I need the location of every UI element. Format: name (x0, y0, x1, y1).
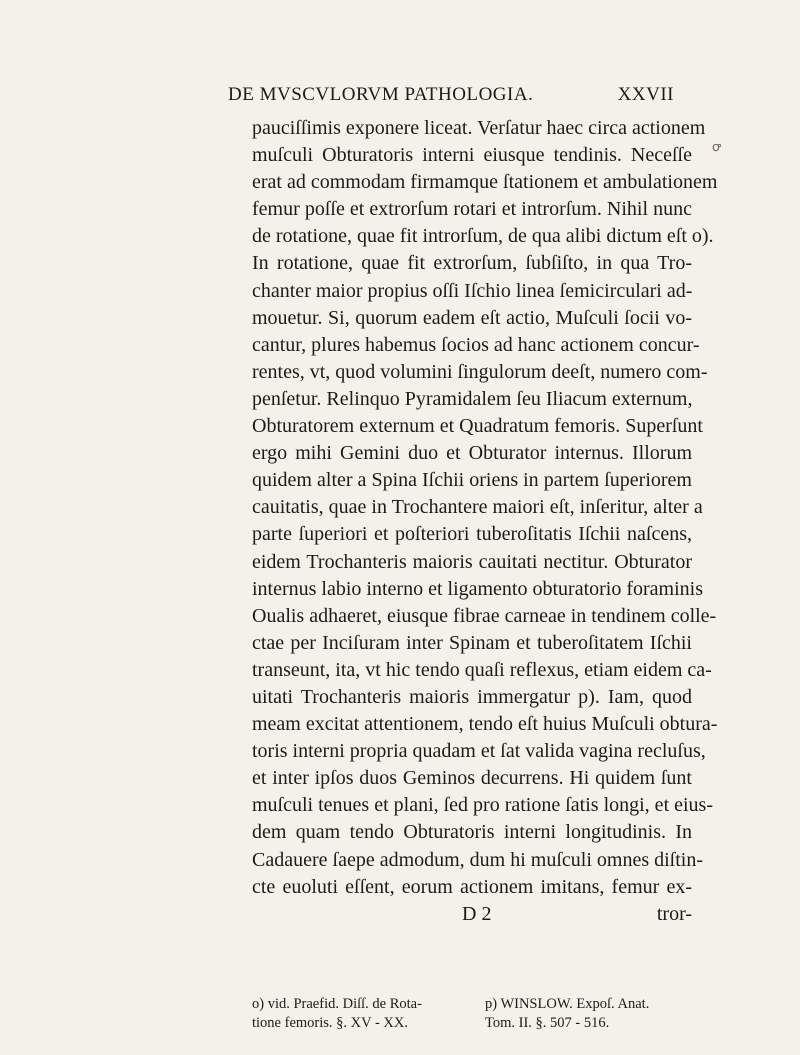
running-header (228, 84, 674, 114)
text-line: mouetur. Si, quorum eadem eſt actio, Muſculi ſocii vo- (252, 306, 692, 329)
text-line: eidem Trochanteris maioris cauitati nectitur. Obturator (252, 550, 692, 573)
text-line: meam excitat attentionem, tendo eſt huius Muſculi obtura- (252, 713, 718, 736)
text-line: transeunt, ita, vt hic tendo quaſi reflexus, etiam eidem ca- (252, 658, 712, 681)
running-title: DE MVSCVLORVM PATHOLOGIA. (228, 84, 534, 105)
text-line: cte euoluti eſſent, eorum actionem imitans, femur ex- (252, 875, 692, 898)
text-line: erat ad commodam firmamque ſtationem et ambulationem (252, 171, 718, 194)
text-line: chanter maior propius oſſi Iſchio linea ſemicirculari ad- (252, 279, 693, 302)
text-line: dem quam tendo Obturatoris interni longitudinis. In (252, 821, 692, 844)
text-line: Cadauere ſaepe admodum, dum hi muſculi omnes diſtin- (252, 848, 704, 871)
footnote-row (252, 1014, 692, 1033)
footnote-p-line2: Tom. II. §. 507 - 516. (485, 1015, 610, 1031)
text-line: et inter ipſos duos Geminos decurrens. Hi quidem ſunt (252, 767, 692, 790)
footnotes (252, 995, 692, 1033)
text-line: Obturatorem externum et Quadratum femoris. Superſunt (252, 415, 703, 438)
text-line: In rotatione, quae fit extrorſum, ſubſiſto, in qua Tro- (252, 252, 692, 275)
text-line: internus labio interno et ligamento obturatorio foraminis (252, 577, 704, 600)
text-line: penſetur. Relinquo Pyramidalem ſeu Iliacum externum, (252, 387, 693, 410)
text-line: pauciſſimis exponere liceat. Verſatur haec circa actionem (252, 117, 706, 139)
margin-mark: ꝍ (712, 139, 721, 154)
text-line: quidem alter a Spina Iſchii oriens in partem ſuperiorem (252, 469, 692, 492)
text-line: toris interni propria quadam et ſat valida vagina recluſus, (252, 740, 706, 763)
signature-line (252, 901, 692, 928)
catchword: tror- (656, 902, 692, 925)
signature-mark: D 2 (462, 902, 492, 925)
text-line: muſculi Obturatoris interni eiusque tendinis. Neceſſe (252, 144, 692, 167)
text-line: cauitatis, quae in Trochantere maiori eſt, inſeritur, alter a (252, 496, 703, 519)
footnote-o-line2: tione femoris. §. XV - XX. (252, 1015, 408, 1031)
text-line: cantur, plures habemus ſocios ad hanc actionem concur- (252, 333, 700, 356)
text-line: uitati Trochanteris maioris immergatur p). Iam, quod (252, 685, 692, 708)
text-line: Oualis adhaeret, eiusque fibrae carneae in tendinem colle- (252, 604, 717, 627)
footnote-row (252, 995, 692, 1014)
footnote-p-line1: p) WINSLOW. Expoſ. Anat. (485, 996, 650, 1012)
body-text (252, 115, 718, 928)
text-line: de rotatione, quae fit introrſum, de qua alibi dictum eſt o). (252, 225, 714, 248)
page-number: XXVII (617, 84, 674, 105)
text-line: ergo mihi Gemini duo et Obturator internus. Illorum (252, 442, 692, 465)
text-line: muſculi tenues et plani, ſed pro ratione ſatis longi, et eius- (252, 794, 713, 817)
text-line: femur poſſe et extrorſum rotari et introrſum. Nihil nunc (252, 198, 692, 221)
footnote-o-line1: o) vid. Praefid. Diſſ. de Rota- (252, 996, 422, 1012)
text-line: parte ſuperiori et poſteriori tuberoſitatis Iſchii naſcens, (252, 523, 692, 546)
text-line: rentes, vt, quod volumini ſingulorum deeſt, numero com- (252, 360, 708, 383)
text-line: ctae per Inciſuram inter Spinam et tuberoſitatem Iſchii (252, 631, 692, 654)
